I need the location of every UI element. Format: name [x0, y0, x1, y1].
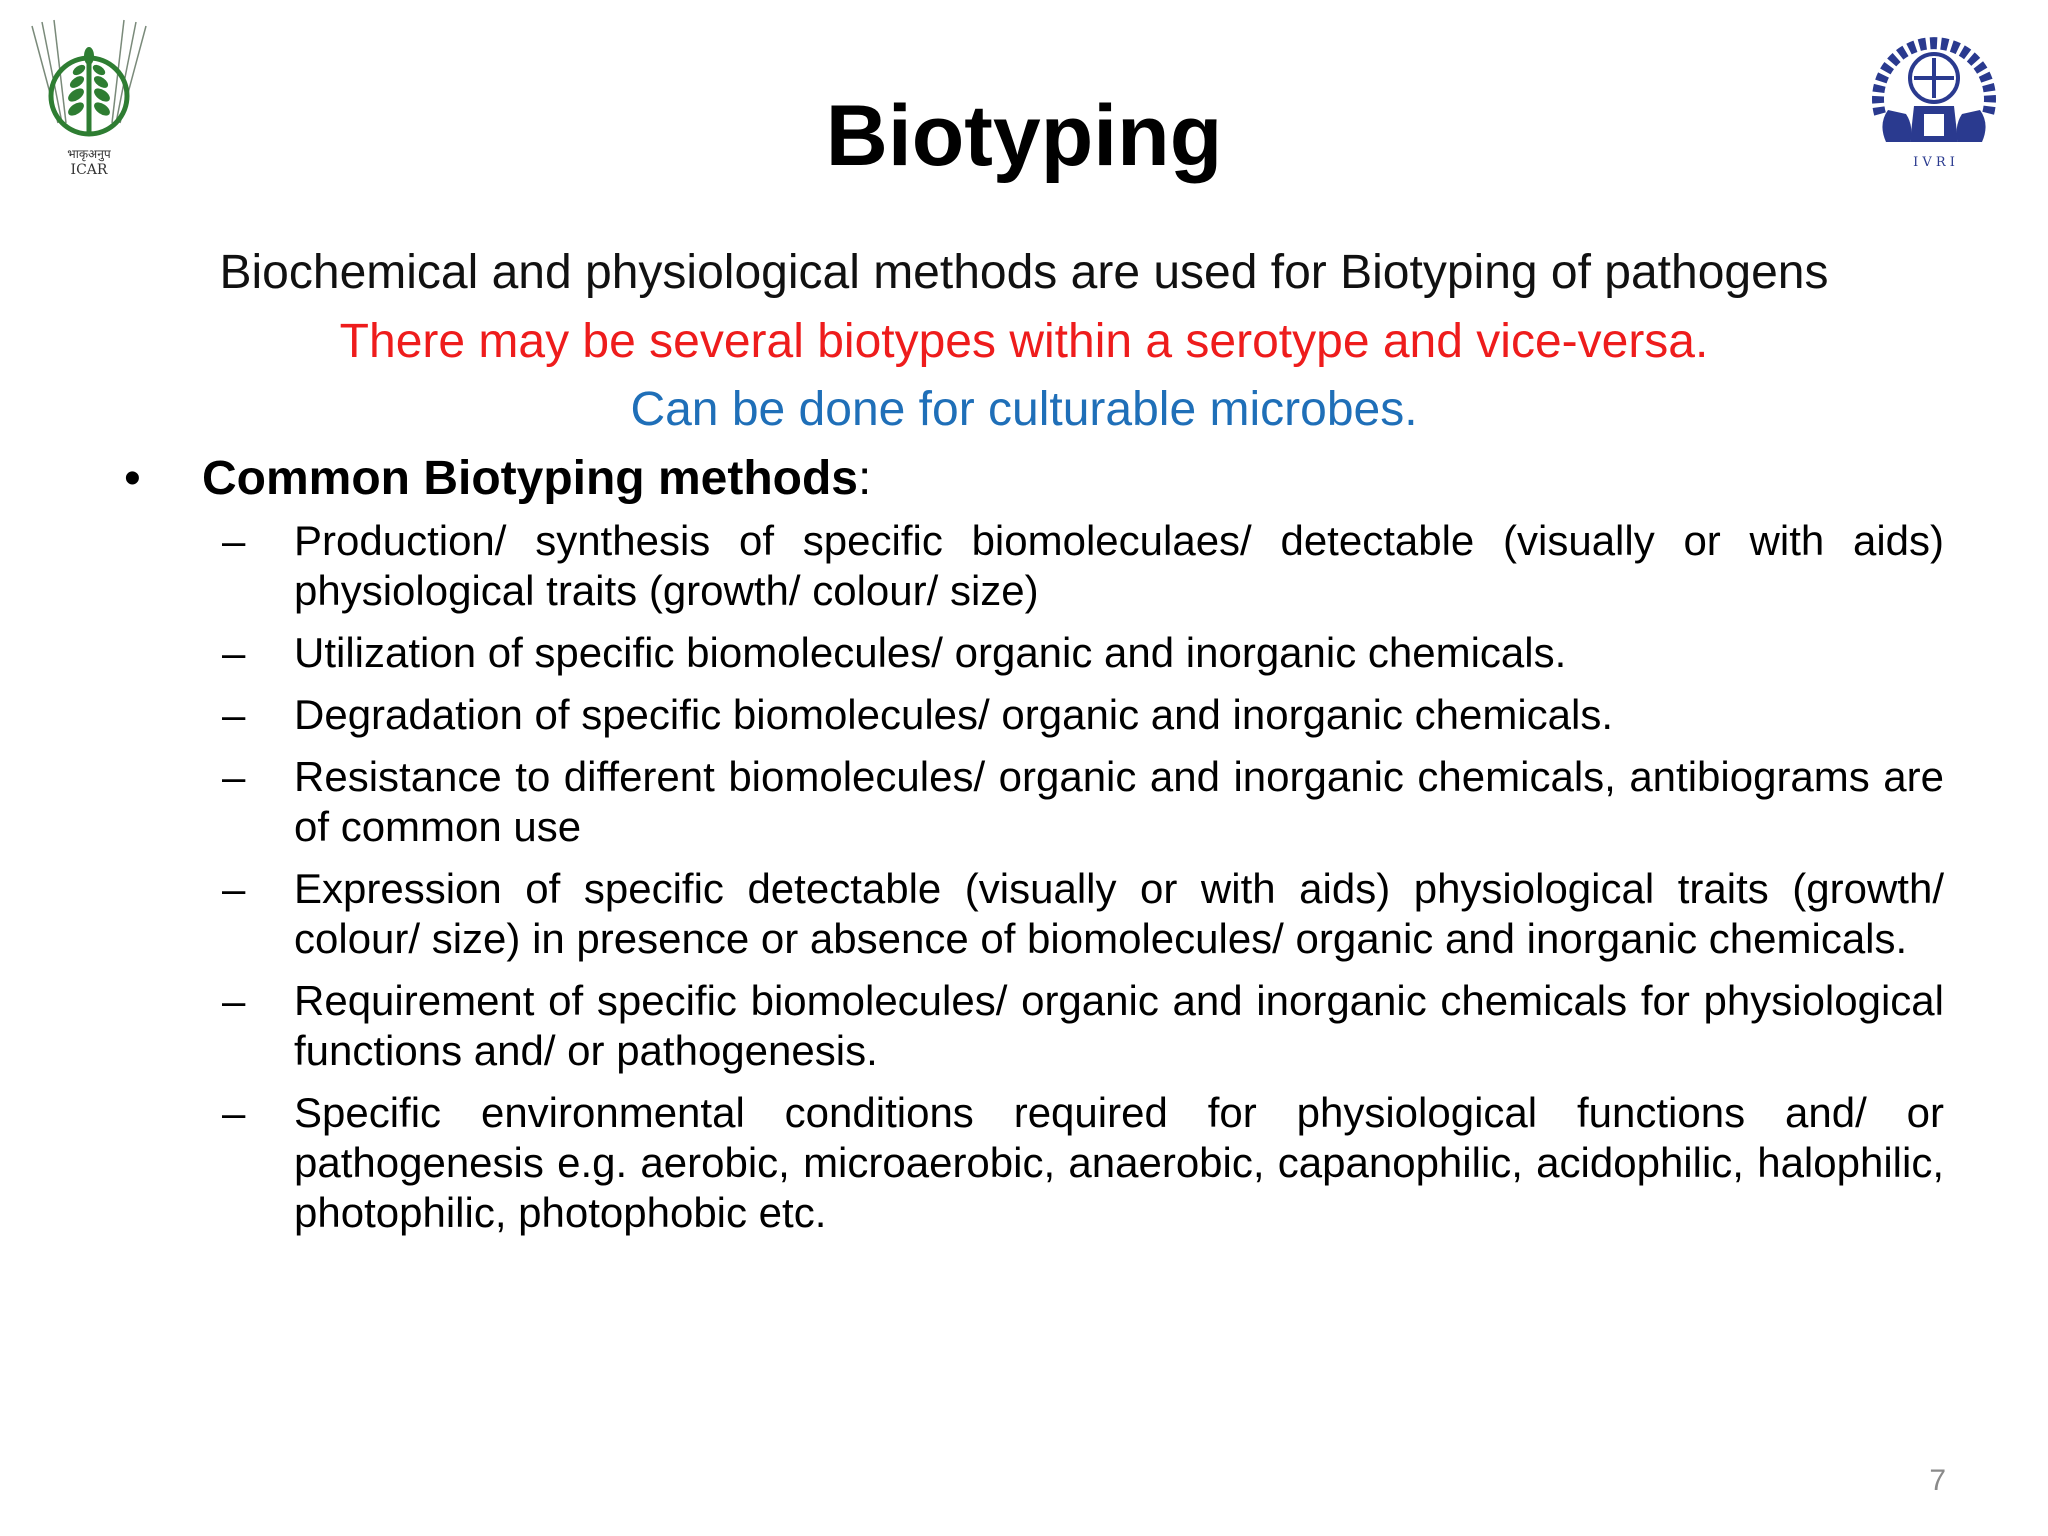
dash-icon: – [222, 753, 246, 800]
bullet-heading [202, 448, 871, 510]
dash-icon: – [222, 1089, 246, 1136]
list-item-text: Requirement of specific biomolecules/ organic and inorganic chemicals for physiological functions and/ or pathogenesis. [294, 977, 1944, 1074]
dash-icon: – [222, 517, 246, 564]
bullet-heading-suffix: : [857, 452, 872, 505]
dash-icon: – [222, 865, 246, 912]
intro-line-serotype: There may be several biotypes within a serotype and vice-versa. [339, 315, 1709, 368]
method-list [222, 516, 1944, 1250]
dash-icon: – [222, 977, 246, 1024]
list-item [222, 752, 1944, 852]
list-item-text: Degradation of specific biomolecules/ organic and inorganic chemicals. [294, 691, 1614, 738]
list-item-text: Production/ synthesis of specific biomoleculaes/ detectable (visually or with aids) physiological traits (growth/ colour/ size) [294, 517, 1944, 614]
list-item [222, 976, 1944, 1076]
dash-icon: – [222, 691, 246, 738]
list-item-text: Resistance to different biomolecules/ organic and inorganic chemicals, antibiograms are of common use [294, 753, 1944, 850]
list-item [222, 864, 1944, 964]
slide-title: Biotyping [825, 88, 1223, 184]
page-number: 7 [1929, 1464, 1946, 1497]
intro-line-biochemical: Biochemical and physiological methods are used for Biotyping of pathogens [219, 246, 1829, 299]
list-item-text: Expression of specific detectable (visually or with aids) physiological traits (growth/ colour/ size) in presence or absence of biomolecules/ organic and inorganic chemicals. [294, 865, 1944, 962]
list-item-text: Utilization of specific biomolecules/ organic and inorganic chemicals. [294, 629, 1567, 676]
list-item [222, 628, 1944, 678]
ivri-label: I V R I [1913, 155, 1955, 170]
list-item [222, 1088, 1944, 1238]
list-item [222, 690, 1944, 740]
list-item-text: Specific environmental conditions required for physiological functions and/ or pathogenesis e.g. aerobic, microaerobic, anaerobic, capanophilic, acidophilic, halophilic, photophilic, photophobic etc. [294, 1089, 1944, 1236]
list-item [222, 516, 1944, 616]
icar-label: ICAR [70, 162, 108, 178]
icar-hindi-label: भाकृअनुप [67, 147, 111, 161]
bullet-dot-icon: • [124, 452, 141, 505]
intro-line-culturable: Can be done for culturable microbes. [630, 383, 1418, 436]
dash-icon: – [222, 629, 246, 676]
bullet-heading-bold: Common Biotyping methods [202, 452, 858, 505]
